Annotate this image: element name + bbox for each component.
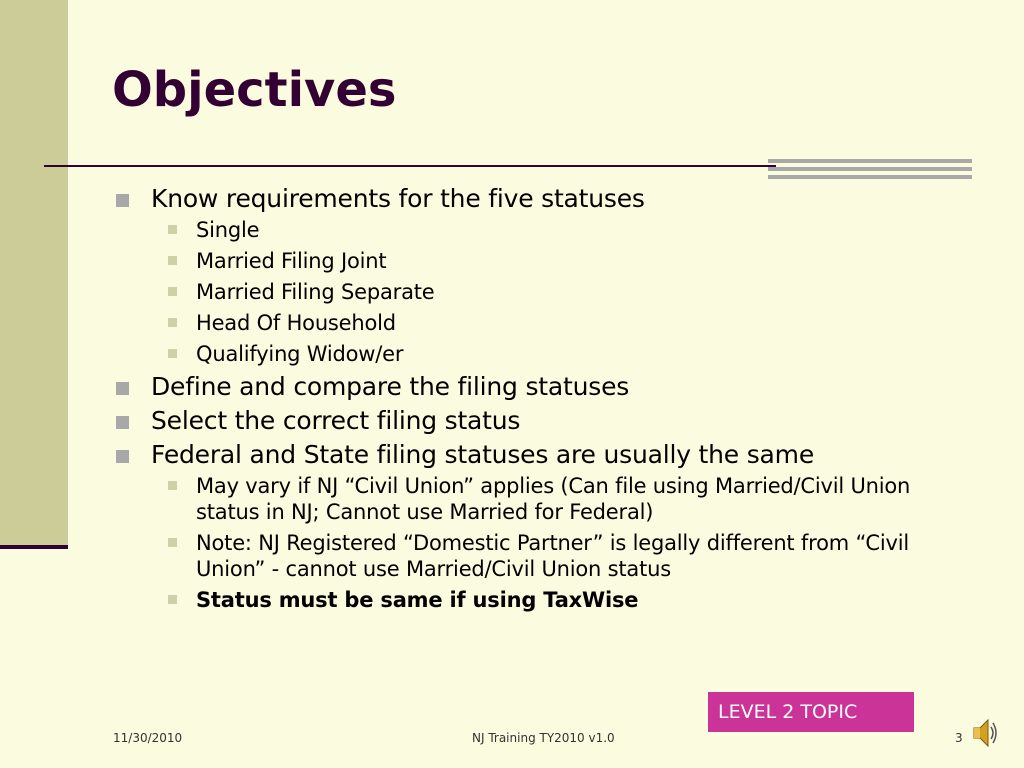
bullet-text: Know requirements for the five statuses <box>151 184 645 213</box>
sub-bullet-item <box>112 310 972 336</box>
sub-bullet-text: Married Filing Joint <box>196 249 387 273</box>
speaker-icon[interactable] <box>972 716 1000 750</box>
sub-bullet-item <box>112 217 972 243</box>
sub-bullet-text: Note: NJ Registered “Domestic Partner” is legally different from “Civil Union” - cannot use Married/Civil Union status <box>196 531 910 581</box>
title-accent-stripes <box>768 159 972 179</box>
sub-bullet-item <box>112 341 972 367</box>
sub-bullet-text: Single <box>196 218 260 242</box>
sub-bullet-item <box>112 587 972 613</box>
sub-bullet-text: Head Of Household <box>196 311 396 335</box>
bullet-text: Select the correct filing status <box>151 406 521 435</box>
sub-bullet-text: May vary if NJ “Civil Union” applies (Can file using Married/Civil Union status in NJ; Cannot use Married for Federal) <box>196 474 911 524</box>
sub-bullet-text: Married Filing Separate <box>196 280 435 304</box>
sub-bullet-text: Qualifying Widow/er <box>196 342 404 366</box>
square-bullet-icon <box>116 382 129 395</box>
square-bullet-icon <box>168 287 177 296</box>
footer-date: 11/30/2010 <box>113 731 183 745</box>
bullet-item <box>112 372 972 402</box>
bullet-text: Federal and State filing statuses are usually the same <box>151 440 815 469</box>
left-sidebar-base-line <box>0 545 68 549</box>
sub-bullet-item <box>112 279 972 305</box>
square-bullet-icon <box>168 318 177 327</box>
slide-title: Objectives <box>112 62 397 118</box>
footer-title: NJ Training TY2010 v1.0 <box>472 731 615 745</box>
accent-stripe <box>768 167 972 171</box>
slide-number: 3 <box>955 731 963 745</box>
bullet-item <box>112 440 972 470</box>
square-bullet-icon <box>168 481 177 490</box>
sub-bullet-item <box>112 473 972 525</box>
square-bullet-icon <box>116 194 129 207</box>
bullet-item <box>112 406 972 436</box>
bullet-list <box>112 180 972 618</box>
accent-stripe <box>768 175 972 179</box>
bullet-text: Define and compare the filing statuses <box>151 372 630 401</box>
title-divider <box>44 165 776 167</box>
square-bullet-icon <box>168 595 177 604</box>
sub-bullet-text: Status must be same if using TaxWise <box>196 588 639 612</box>
sub-bullet-item <box>112 530 972 582</box>
square-bullet-icon <box>168 256 177 265</box>
square-bullet-icon <box>116 450 129 463</box>
sub-bullet-item <box>112 248 972 274</box>
square-bullet-icon <box>168 225 177 234</box>
left-sidebar-bar <box>0 0 68 545</box>
square-bullet-icon <box>116 416 129 429</box>
level-topic-badge: LEVEL 2 TOPIC <box>708 692 914 732</box>
bullet-item <box>112 184 972 214</box>
square-bullet-icon <box>168 538 177 547</box>
square-bullet-icon <box>168 349 177 358</box>
accent-stripe <box>768 159 972 163</box>
